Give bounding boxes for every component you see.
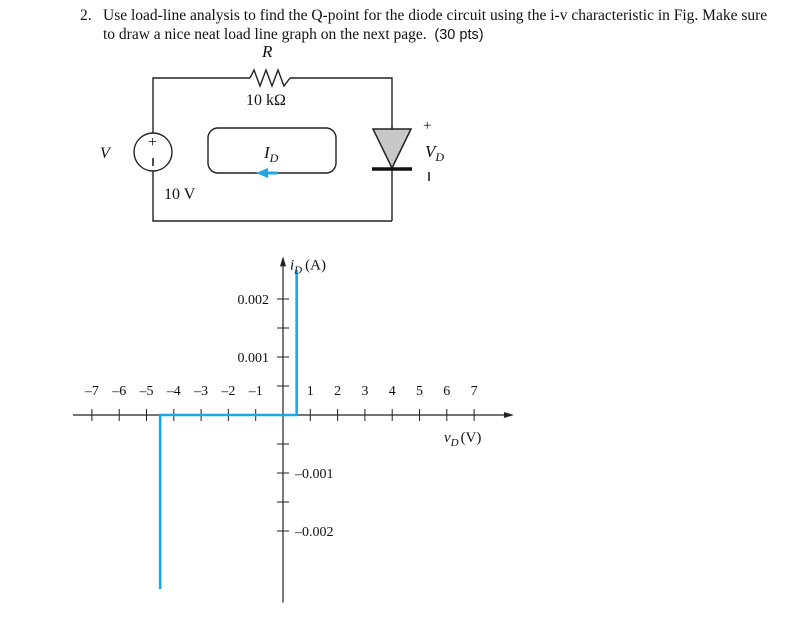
x-tick-label: –3 bbox=[194, 384, 209, 399]
y-axis-ticks bbox=[238, 293, 334, 540]
y-axis-arrowhead bbox=[280, 256, 286, 266]
x-tick-label: 4 bbox=[388, 384, 396, 399]
x-tick-label: –2 bbox=[221, 384, 236, 399]
x-tick-label: 2 bbox=[334, 384, 342, 399]
x-tick-label: 6 bbox=[443, 384, 451, 399]
source-plus-sign: + bbox=[148, 134, 158, 151]
resistor-symbol: R bbox=[262, 42, 273, 61]
problem-text-line2-body: to draw a nice neat load line graph on the next page. bbox=[103, 26, 427, 43]
x-tick-label: –1 bbox=[248, 384, 263, 399]
x-tick-label: –5 bbox=[139, 384, 154, 399]
source-value: 10 V bbox=[164, 186, 196, 203]
diode-plus-sign: + bbox=[423, 118, 432, 134]
x-tick-label: –7 bbox=[84, 384, 99, 399]
diode-characteristic-line bbox=[160, 270, 297, 589]
y-tick-label: –0.002 bbox=[295, 525, 334, 540]
x-tick-label: 1 bbox=[306, 384, 314, 399]
y-tick-label: –0.001 bbox=[295, 467, 334, 482]
y-axis-label: $i_D$ (A) bbox=[290, 257, 326, 277]
x-axis-arrowhead bbox=[504, 412, 514, 418]
source-symbol: V bbox=[100, 145, 110, 162]
problem-text-line1: Use load-line analysis to find the Q-point for the diode circuit using the i-v characteristic in Fig. Make sure bbox=[103, 7, 768, 24]
x-tick-label: –6 bbox=[112, 384, 127, 399]
y-tick-label: 0.002 bbox=[237, 293, 269, 308]
diode-voltage-label: $V_D$ bbox=[425, 142, 445, 164]
x-tick-label: 3 bbox=[361, 384, 369, 399]
x-tick-label: 5 bbox=[416, 384, 423, 399]
x-axis-label: $v_D$ (V) bbox=[443, 430, 482, 449]
x-tick-label: –4 bbox=[166, 384, 181, 399]
resistor-value: 10 kΩ bbox=[246, 92, 286, 109]
problem-number: 2. bbox=[80, 7, 92, 24]
x-tick-label: 7 bbox=[470, 384, 478, 399]
chart-series bbox=[160, 270, 297, 589]
y-tick-label: 0.001 bbox=[237, 351, 269, 366]
current-label: $I_D$ bbox=[264, 143, 279, 165]
problem-points: (30 pts) bbox=[434, 27, 484, 43]
